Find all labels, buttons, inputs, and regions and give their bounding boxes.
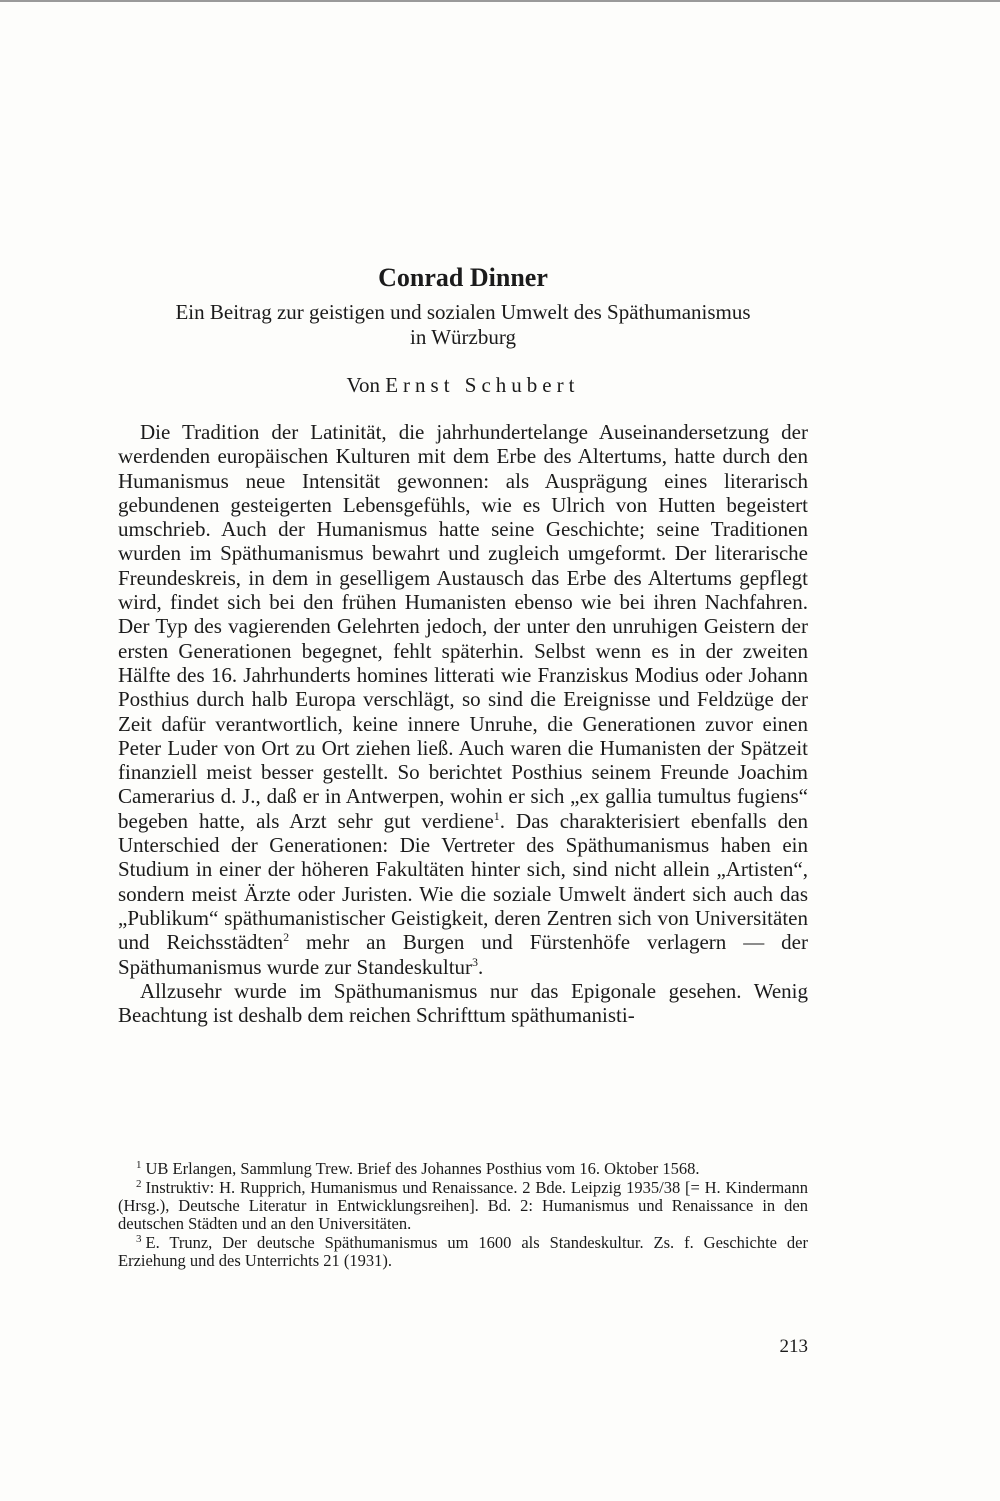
body-text [118,420,808,1027]
subtitle-line-1: Ein Beitrag zur geistigen und sozialen Umwelt des Späthumanismus [175,300,751,324]
paragraph-1 [118,420,808,979]
footnote-2 [118,1179,808,1233]
footnote-ref-3: 3 [472,954,479,969]
page-top-edge [0,0,1000,2]
footnotes [118,1160,808,1271]
author-prefix: Von [346,373,380,397]
footnote-3 [118,1234,808,1270]
paragraph-1-part-a: Die Tradition der Latinität, die jahrhundertelange Auseinandersetzung der werdenden europäischen Kulturen mit dem Erbe des Altertums, hatte durch den Humanismus neue Intensität gewonnen: als Ausprägung eines literarisch gebundenen gesteigerten Lebensgefühls, wie es Ulrich von Hutten begeistert umschrieb. Auch der Humanismus hatte seine Geschichte; seine Traditionen wurden im Späthumanismus bewahrt und zugleich umgeformt. Der literarische Freundeskreis, in dem in geselligem Austausch das Erbe des Altertums gepflegt wird, findet sich bei den frühen Humanisten ebenso wie bei ihren Nachfahren. Der Typ des vagierenden Gelehrten jedoch, der unter den unruhigen Geistern der ersten Generationen begegnet, fehlt späterhin. Selbst wenn es in der zweiten Hälfte des 16. Jahrhunderts homines litterati wie Franziskus Modius oder Johann Posthius durch halb Europa verschlägt, so sind die Ereignisse und Feldzüge der Zeit dafür verantwortlich, keine innere Unruhe, die Generationen zuvor einen Peter Luder von Ort zu Ort ziehen ließ. Auch waren die Humanisten der Spätzeit finanziell meist besser gestellt. So berichtet Posthius seinem Freunde Joachim Camerarius d. J., daß er in Antwerpen, wohin er sich „ex gallia tumultus fugiens“ begeben hatte, als Arzt sehr gut verdiene [118,420,808,833]
paragraph-1-part-c: mehr an Burgen und Fürstenhöfe verlagern — der Späthumanismus wurde zur Standeskultur [118,930,808,979]
footnote-number: 1 [136,1158,142,1171]
subtitle-line-2: in Würzburg [410,325,516,349]
article-subtitle [118,300,808,350]
footnote-1 [118,1160,808,1178]
page-number: 213 [779,1336,808,1357]
article [118,262,808,1027]
author-name: Ernst Schubert [385,373,580,397]
paragraph-1-part-d: . [478,954,484,979]
footnote-ref-2: 2 [283,930,290,945]
author-line [118,372,808,398]
footnote-ref-1: 1 [493,808,500,823]
article-title: Conrad Dinner [378,263,548,292]
footnote-number: 2 [136,1177,142,1190]
paragraph-2: Allzusehr wurde im Späthumanismus nur das Epigonale gesehen. Wenig Beachtung ist deshalb dem reichen Schrifttum späthumanisti- [118,978,808,1028]
paragraph-1-part-b: . Das charakterisiert ebenfalls den Unterschied der Generationen: Die Vertreter des Späthumanismus haben ein Studium in einer der höheren Fakultäten hinter sich, sind nicht allein „Artisten“, sondern meist Ärzte oder Juristen. Wie die soziale Umwelt ändert sich auch das „Publikum“ späthumanistischer Geistigkeit, deren Zentren sich von Universitäten und Reichsstädten [118,808,809,955]
footnote-text: Instruktiv: H. Rupprich, Humanismus und Renaissance. 2 Bde. Leipzig 1935/38 [= H. Kindermann (Hrsg.), Deutsche Literatur in Entwicklungsreihen]. Bd. 2: Humanismus und Renaissance in den deutschen Städten und an den Universitäten. [118,1178,808,1233]
footnote-text: UB Erlangen, Sammlung Trew. Brief des Johannes Posthius vom 16. Oktober 1568. [145,1159,700,1178]
footnote-number: 3 [136,1232,142,1245]
footnote-text: E. Trunz, Der deutsche Späthumanismus um 1600 als Standeskultur. Zs. f. Geschichte der Erziehung und des Unterrichts 21 (1931). [118,1233,808,1270]
